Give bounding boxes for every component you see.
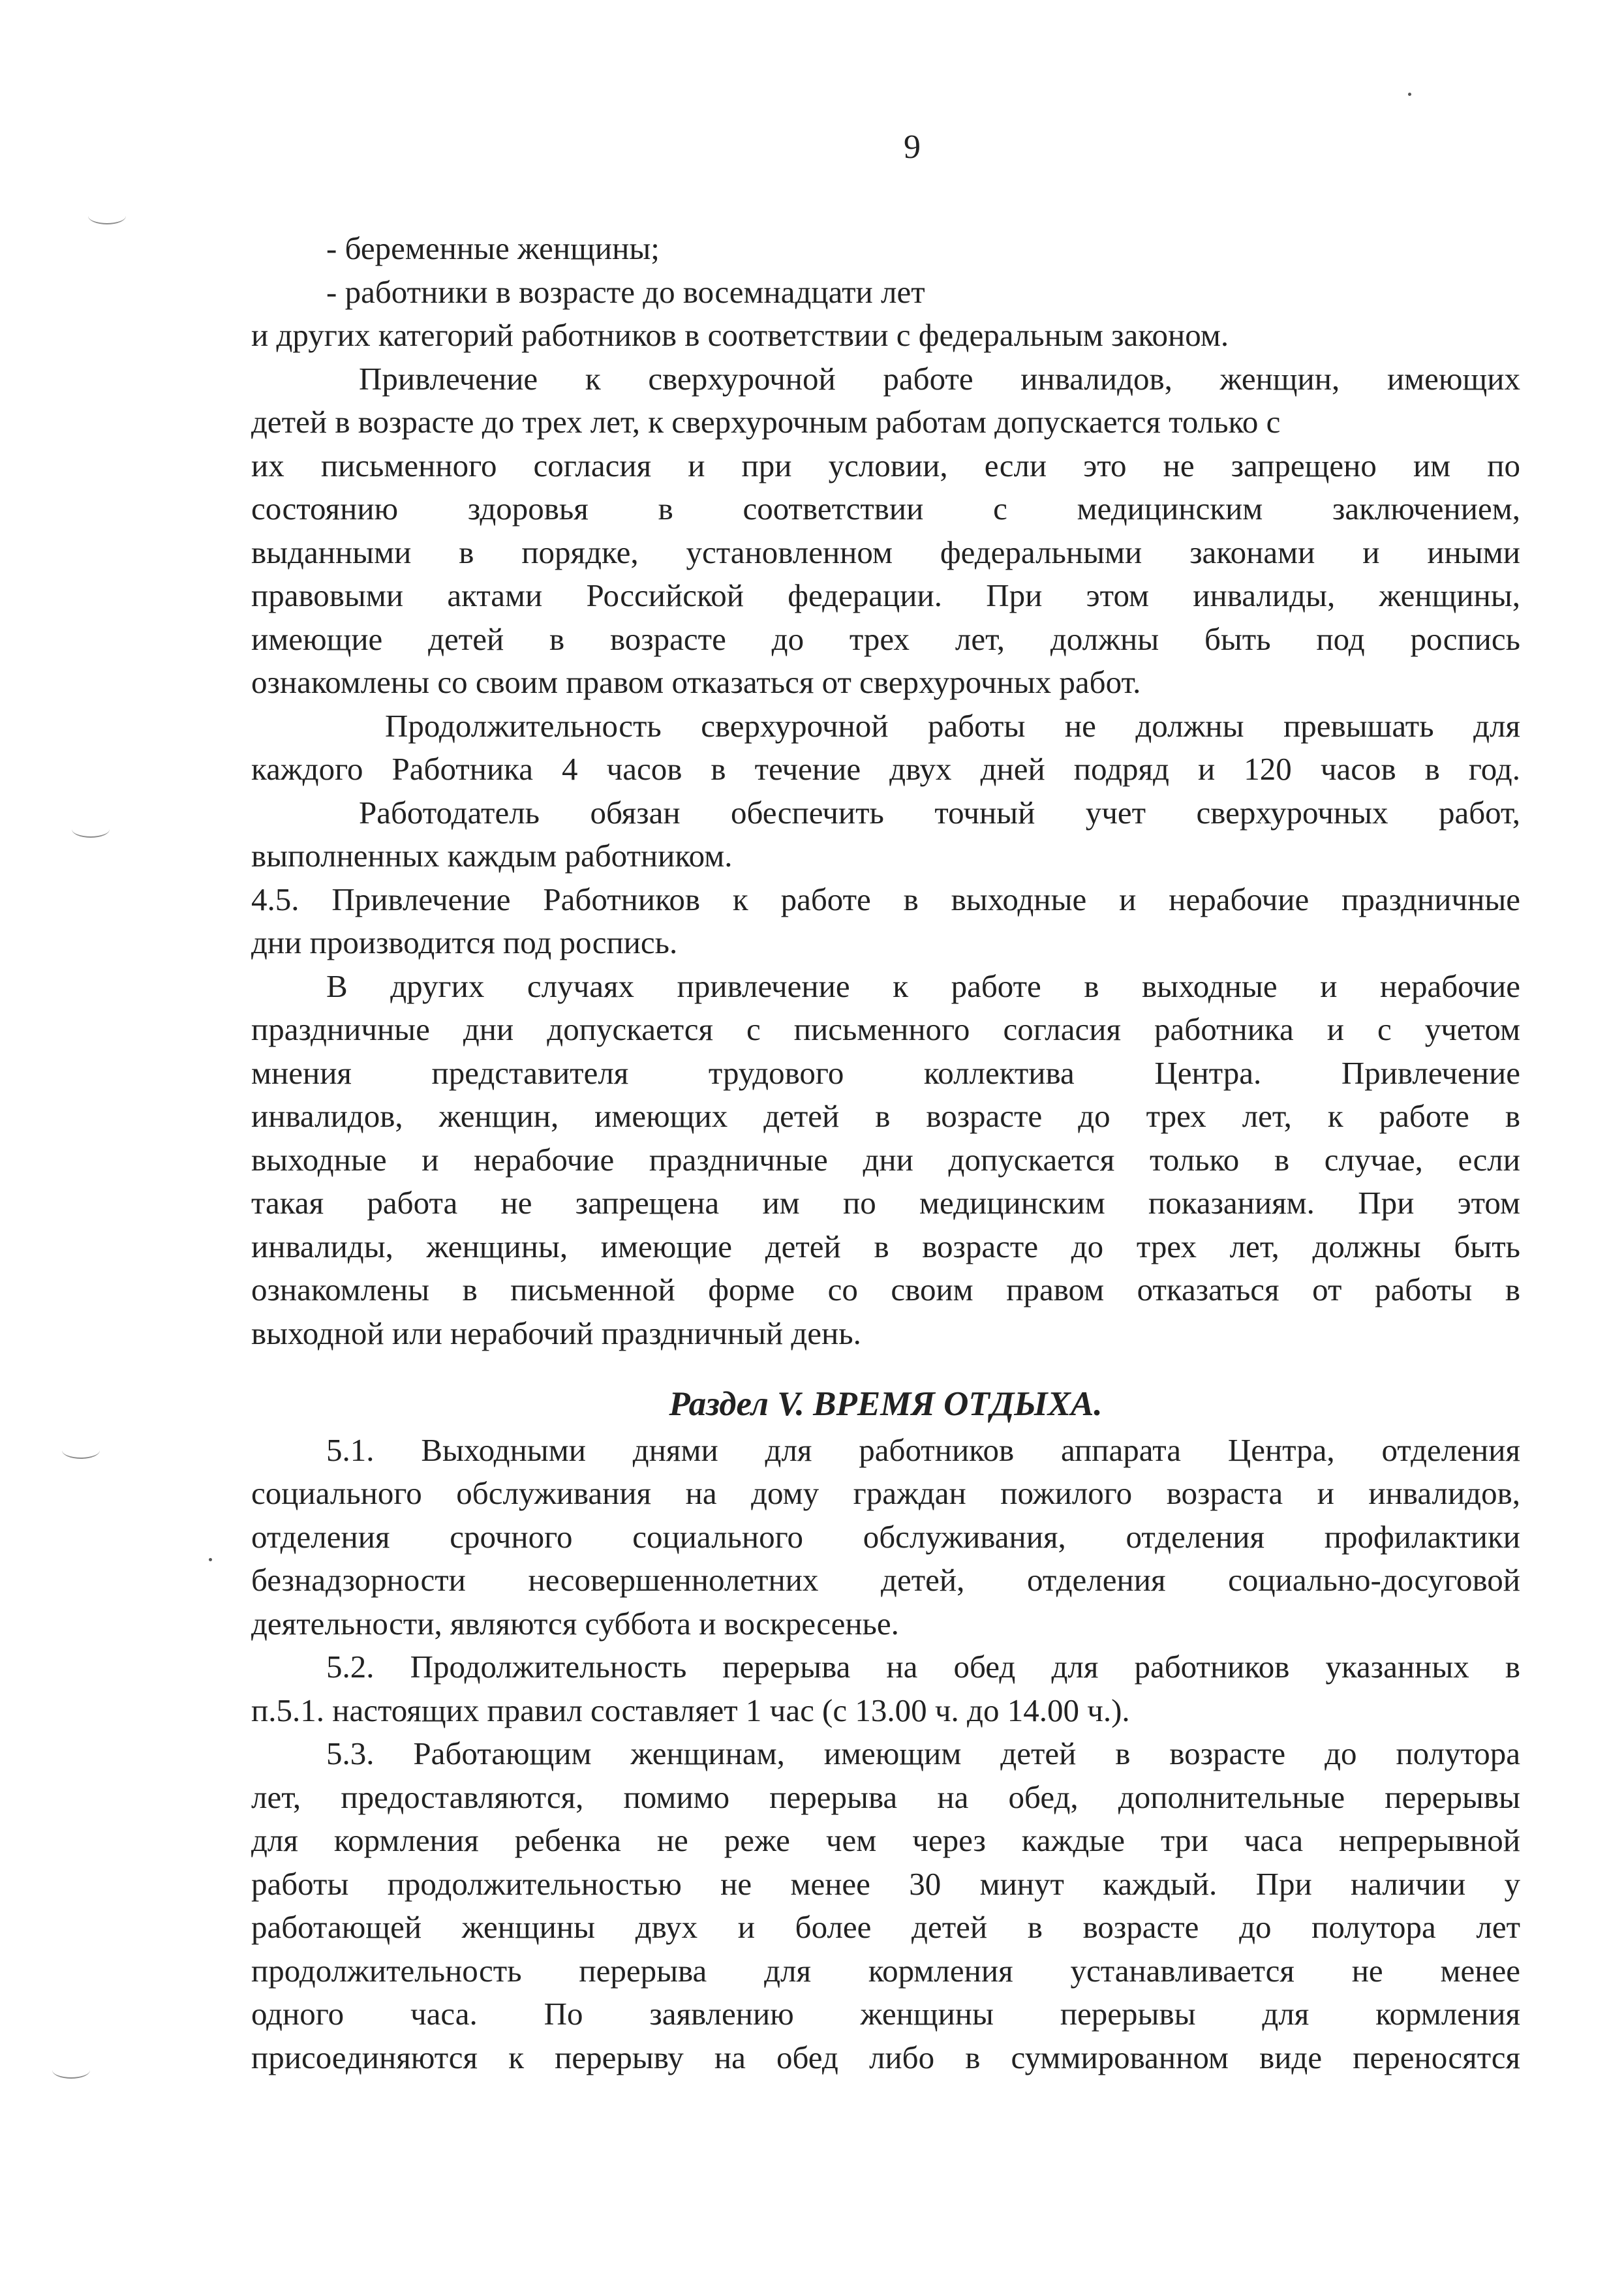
punch-hole-mark (52, 2062, 90, 2079)
text-line: безнадзорности несовершеннолетних детей, отделения социально-досуговой (251, 1562, 1520, 1598)
text-line: Работодатель обязан обеспечить точный учет сверхурочных работ, (359, 794, 1520, 831)
text-line: выполненных каждым работником. (251, 838, 733, 874)
text-line: инвалиды, женщины, имеющие детей в возрасте до трех лет, должны быть (251, 1228, 1520, 1264)
text-line: социального обслуживания на дому граждан пожилого возраста и инвалидов, (251, 1475, 1520, 1511)
punch-hole-mark (88, 207, 126, 224)
text-line: такая работа не запрещена им по медицинским показаниям. При этом (251, 1185, 1520, 1221)
text-line: деятельности, являются суббота и воскресенье. (251, 1605, 899, 1642)
text-line: работающей женщины двух и более детей в возрасте до полутора лет (251, 1909, 1520, 1945)
text-line: правовыми актами Российской федерации. При этом инвалиды, женщины, (251, 577, 1520, 613)
text-line: 4.5. Привлечение Работников к работе в выходные и нерабочие праздничные (251, 881, 1520, 917)
text-line: дни производится под роспись. (251, 925, 678, 960)
text-line: их письменного согласия и при условии, если это не запрещено им по (251, 447, 1520, 483)
text-line: работы продолжительностью не менее 30 минут каждый. При наличии у (251, 1865, 1520, 1902)
text-line: ознакомлены со своим правом отказаться от сверхурочных работ. (251, 664, 1141, 700)
text-line: выданными в порядке, установленном федеральными законами и иными (251, 534, 1520, 570)
text-line: 5.3. Работающим женщинам, имеющим детей в возрасте до полутора (326, 1735, 1520, 1771)
page-number: 9 (904, 129, 921, 166)
text-line: мнения представителя трудового коллектива Центра. Привлечение (251, 1054, 1520, 1091)
text-line: 5.1. Выходными днями для работников аппарата Центра, отделения (326, 1431, 1520, 1468)
text-line: Продолжительность сверхурочной работы не должны превышать для (385, 707, 1520, 744)
document-body (251, 227, 1520, 2079)
text-line: выходной или нерабочий праздничный день. (251, 1315, 861, 1351)
text-line: детей в возрасте до трех лет, к сверхурочным работам допускается только с (251, 404, 1281, 440)
text-line: отделения срочного социального обслуживания, отделения профилактики (251, 1518, 1520, 1555)
text-line: праздничные дни допускается с письменного согласия работника и с учетом (251, 1011, 1520, 1047)
text-line: инвалидов, женщин, имеющих детей в возрасте до трех лет, к работе в (251, 1098, 1520, 1134)
section-heading: Раздел V. ВРЕМЯ ОТДЫХА. (669, 1385, 1103, 1423)
text-line: состоянию здоровья в соответствии с медицинским заключением, (251, 491, 1520, 527)
text-line: присоединяются к перерыву на обед либо в суммированном виде переносятся (251, 2039, 1520, 2075)
text-line: каждого Работника 4 часов в течение двух дней подряд и 120 часов в год. (251, 751, 1520, 787)
text-line: 5.2. Продолжительность перерыва на обед для работников указанных в (326, 1649, 1520, 1685)
text-line: - работники в возрасте до восемнадцати лет (326, 273, 925, 310)
text-line: для кормления ребенка не реже чем через каждые три часа непрерывной (251, 1822, 1520, 1858)
text-line: ознакомлены в письменной форме со своим правом отказаться от работы в (251, 1272, 1520, 1307)
punch-hole-mark (62, 1442, 100, 1459)
text-line: - беременные женщины; (326, 230, 660, 266)
punch-hole-mark (72, 821, 110, 838)
text-line: имеющие детей в возрасте до трех лет, должны быть под роспись (251, 620, 1520, 657)
text-line: лет, предоставляются, помимо перерыва на обед, дополнительные перерывы (251, 1779, 1520, 1815)
scan-speck (1408, 93, 1411, 96)
text-line: п.5.1. настоящих правил составляет 1 час (с 13.00 ч. до 14.00 ч.). (251, 1692, 1130, 1728)
text-line: выходные и нерабочие праздничные дни допускается только в случае, если (251, 1141, 1520, 1178)
text-line: Привлечение к сверхурочной работе инвалидов, женщин, имеющих (359, 360, 1520, 397)
text-line: В других случаях привлечение к работе в выходные и нерабочие (326, 968, 1520, 1004)
text-line: и других категорий работников в соответствии с федеральным законом. (251, 317, 1229, 353)
scan-speck (209, 1558, 212, 1561)
text-line: одного часа. По заявлению женщины перерывы для кормления (251, 1996, 1520, 2032)
text-line: продолжительность перерыва для кормления устанавливается не менее (251, 1952, 1520, 1989)
